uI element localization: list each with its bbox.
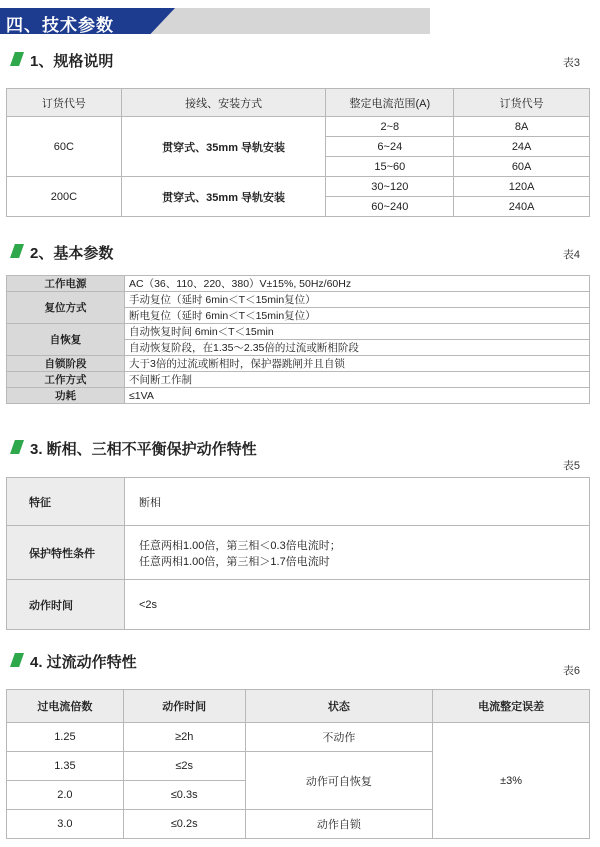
col-header-model: 订货代号 <box>7 89 122 117</box>
code-cell: 240A <box>454 197 590 217</box>
table-5-number: 表5 <box>562 460 580 472</box>
section-banner <box>0 8 430 34</box>
param-value: 断电复位（延时 6min＜T＜15min复位） <box>125 308 590 324</box>
param-label: 工作电源 <box>7 276 125 292</box>
param-value: AC（36、110、220、380）V±15%, 50Hz/60Hz <box>125 276 590 292</box>
table-3-number: 表3 <box>562 57 580 69</box>
action-time-value: <2s <box>125 580 590 630</box>
multiple-cell: 1.25 <box>7 723 124 752</box>
param-value: 自动恢复时间 6min＜T＜15min <box>125 324 590 340</box>
col-header-multiple: 过电流倍数 <box>7 690 124 723</box>
condition-value <box>125 526 590 580</box>
banner-title: 四、技术参数 <box>6 16 114 35</box>
table-row <box>7 372 590 388</box>
condition-line-2: 任意两相1.00倍，第三相＞1.7倍电流时 <box>139 555 330 568</box>
feature-label: 特征 <box>7 478 125 526</box>
table-row <box>7 478 590 526</box>
code-cell: 8A <box>454 117 590 137</box>
range-cell: 60~240 <box>326 197 454 217</box>
param-value: 手动复位（延时 6min＜T＜15min复位） <box>125 292 590 308</box>
section-2-title: 2、基本参数 <box>30 245 114 262</box>
install-cell: 贯穿式、35mm 导轨安装 <box>121 117 326 177</box>
state-cell: 动作可自恢复 <box>245 752 433 810</box>
param-value: 不间断工作制 <box>125 372 590 388</box>
param-label: 自锁阶段 <box>7 356 125 372</box>
code-cell: 60A <box>454 157 590 177</box>
range-cell: 15~60 <box>326 157 454 177</box>
multiple-cell: 2.0 <box>7 781 124 810</box>
state-cell: 不动作 <box>245 723 433 752</box>
table-row <box>7 526 590 580</box>
table-row <box>7 580 590 630</box>
col-header-code: 订货代号 <box>454 89 590 117</box>
green-marker-icon <box>10 653 24 667</box>
param-label: 工作方式 <box>7 372 125 388</box>
param-label: 功耗 <box>7 388 125 404</box>
col-header-error: 电流整定误差 <box>433 690 590 723</box>
table-6-number: 表6 <box>562 665 580 677</box>
col-header-time: 动作时间 <box>123 690 245 723</box>
table-row <box>7 388 590 404</box>
table-header-row <box>7 89 590 117</box>
green-marker-icon <box>10 52 24 66</box>
condition-label: 保护特性条件 <box>7 526 125 580</box>
basic-params-table <box>6 275 590 404</box>
table-row <box>7 324 590 340</box>
param-value: 自动恢复阶段，在1.35～2.35倍的过流或断相阶段 <box>125 340 590 356</box>
param-label: 自恢复 <box>7 324 125 356</box>
col-header-install: 接线、安装方式 <box>121 89 326 117</box>
param-label: 复位方式 <box>7 292 125 324</box>
error-cell: ±3% <box>433 723 590 839</box>
table-row <box>7 723 590 752</box>
time-cell: ≥2h <box>123 723 245 752</box>
range-cell: 30~120 <box>326 177 454 197</box>
col-header-range: 整定电流范围(A) <box>326 89 454 117</box>
model-cell: 200C <box>7 177 122 217</box>
multiple-cell: 3.0 <box>7 810 124 839</box>
model-cell: 60C <box>7 117 122 177</box>
col-header-state: 状态 <box>245 690 433 723</box>
table-4-number: 表4 <box>562 249 580 261</box>
table-row <box>7 117 590 137</box>
multiple-cell: 1.35 <box>7 752 124 781</box>
condition-line-1: 任意两相1.00倍，第三相＜0.3倍电流时； <box>139 539 341 552</box>
code-cell: 120A <box>454 177 590 197</box>
green-marker-icon <box>10 440 24 454</box>
param-value: ≤1VA <box>125 388 590 404</box>
section-1-title: 1、规格说明 <box>30 53 114 70</box>
install-cell: 贯穿式、35mm 导轨安装 <box>121 177 326 217</box>
time-cell: ≤0.3s <box>123 781 245 810</box>
table-row <box>7 177 590 197</box>
table-row <box>7 356 590 372</box>
table-row <box>7 292 590 308</box>
state-cell: 动作自锁 <box>245 810 433 839</box>
time-cell: ≤2s <box>123 752 245 781</box>
time-cell: ≤0.2s <box>123 810 245 839</box>
spec-table <box>6 88 590 217</box>
code-cell: 24A <box>454 137 590 157</box>
param-value: 大于3倍的过流或断相时，保护器跳闸并且自锁 <box>125 356 590 372</box>
feature-value: 断相 <box>125 478 590 526</box>
section-4-title: 4. 过流动作特性 <box>30 654 137 671</box>
phase-loss-table <box>6 477 590 630</box>
green-marker-icon <box>10 244 24 258</box>
range-cell: 2~8 <box>326 117 454 137</box>
action-time-label: 动作时间 <box>7 580 125 630</box>
table-row <box>7 276 590 292</box>
range-cell: 6~24 <box>326 137 454 157</box>
table-header-row <box>7 690 590 723</box>
section-3-title: 3. 断相、三相不平衡保护动作特性 <box>30 441 257 458</box>
overcurrent-table <box>6 689 590 839</box>
